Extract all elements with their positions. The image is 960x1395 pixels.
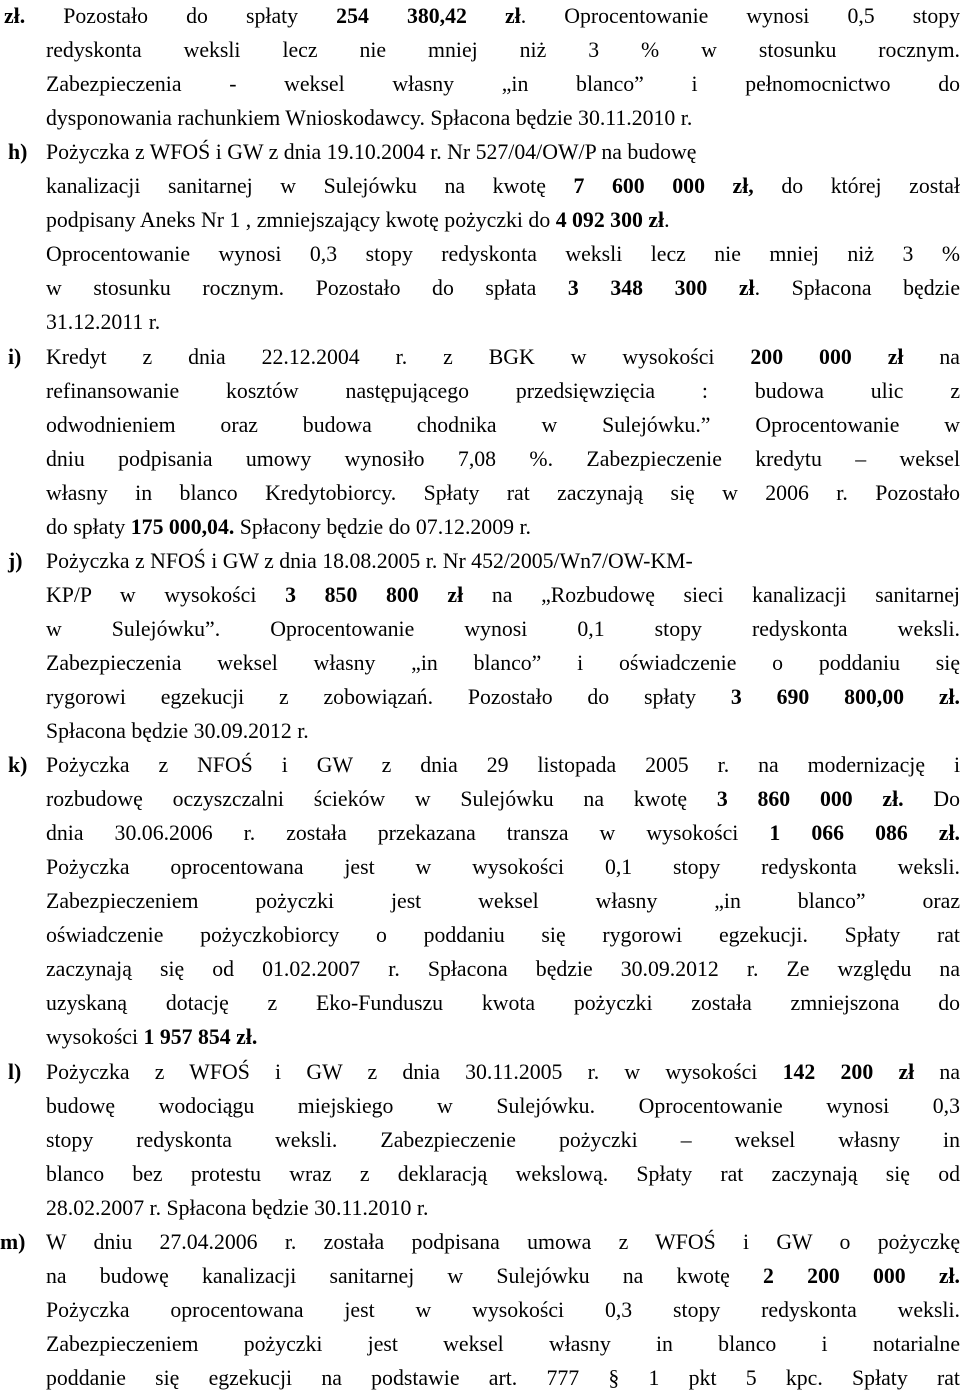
list-marker: l) (8, 1060, 22, 1084)
text-segment: Oprocentowanie wynosi 0,3 stopy redyskonta weksli lecz nie mniej niż 3 % (46, 242, 960, 266)
text-segment: wysokości (46, 1025, 144, 1049)
text-segment: na (903, 345, 960, 369)
text-line (46, 237, 960, 271)
bold-amount: 254 380,42 zł (336, 4, 521, 28)
text-line (46, 1089, 960, 1123)
text-segment: dnia 30.06.2006 r. została przekazana transza w wysokości (46, 821, 770, 845)
text-line (46, 918, 960, 952)
text-segment: Zabezpieczeniem pożyczki jest weksel własny „in blanco” oraz (46, 889, 960, 913)
text-segment: w Sulejówku”. Oprocentowanie wynosi 0,1 stopy redyskonta weksli. (46, 617, 960, 641)
bold-amount: 3 860 000 zł. (716, 787, 904, 811)
text-segment: rozbudowę oczyszczalni ścieków w Sulejówku na kwotę (46, 787, 717, 811)
text-segment: odwodnieniem oraz budowa chodnika w Sulejówku.” Oprocentowanie w (46, 413, 960, 437)
bold-amount: 1 066 086 zł. (769, 821, 960, 845)
list-item-first-line (46, 340, 960, 374)
text-segment: własny in blanco Kredytobiorcy. Spłaty rat zaczynają się w 2006 r. Pozostało (46, 481, 960, 505)
text-segment: Pożyczka z NFOŚ i GW z dnia 29 listopada 2005 r. na modernizację i (46, 753, 960, 777)
text-segment: Zabezpieczenia - weksel własny „in blanco” i pełnomocnictwo do (46, 72, 960, 96)
text-line (46, 714, 960, 748)
text-segment: KP/P w wysokości (46, 583, 286, 607)
text-line (46, 1361, 960, 1395)
text-segment: na (914, 1060, 960, 1084)
text-line (46, 101, 960, 135)
text-segment: Spłacona będzie 30.09.2012 r. (46, 719, 309, 743)
list-item-first-line (46, 1225, 960, 1259)
text-segment: na budowę kanalizacji sanitarnej w Sulejówku na kwotę (46, 1264, 763, 1288)
text-segment: dniu podpisania umowy wynosiło 7,08 %. Zabezpieczenie kredytu – weksel (46, 447, 960, 471)
text-line (46, 374, 960, 408)
text-segment: do której został (753, 174, 960, 198)
text-segment: kanalizacji sanitarnej w Sulejówku na kwotę (46, 174, 574, 198)
list-item-first-line (46, 1055, 960, 1089)
text-line (46, 680, 960, 714)
text-line (46, 850, 960, 884)
bold-amount: 3 348 300 zł (567, 276, 755, 300)
text-segment: oświadczenie pożyczkobiorcy o poddaniu się rygorowi egzekucji. Spłaty rat (46, 923, 960, 947)
text-segment: w stosunku rocznym. Pozostało do spłata (46, 276, 568, 300)
text-segment: Pozostało do spłaty (25, 4, 337, 28)
text-line (46, 169, 960, 203)
text-line (46, 408, 960, 442)
text-segment: do spłaty (46, 515, 131, 539)
bold-amount: zł. (4, 4, 26, 28)
bold-amount: 1 957 854 zł. (143, 1025, 258, 1049)
text-line (46, 442, 960, 476)
text-line (46, 1157, 960, 1191)
list-item-first-line (46, 748, 960, 782)
list-marker: k) (8, 753, 28, 777)
text-segment: . Spłacona będzie (754, 276, 960, 300)
text-line (46, 271, 960, 305)
text-line (46, 1259, 960, 1293)
text-segment: poddanie się egzekucji na podstawie art. 777 § 1 pkt 5 kpc. Spłaty rat (46, 1366, 960, 1390)
text-segment: stopy redyskonta weksli. Zabezpieczenie pożyczki – weksel własny in (46, 1128, 960, 1152)
text-line (46, 1191, 960, 1225)
text-line (46, 986, 960, 1020)
text-segment: rygorowi egzekucji z zobowiązań. Pozostało do spłaty (46, 685, 731, 709)
text-line (46, 612, 960, 646)
list-marker: m) (0, 1230, 26, 1254)
text-line (46, 510, 960, 544)
text-segment: Zabezpieczenia weksel własny „in blanco” i oświadczenie o poddaniu się (46, 651, 960, 675)
text-line (46, 305, 960, 339)
bold-amount: 3 690 800,00 zł. (730, 685, 960, 709)
text-line (46, 1327, 960, 1361)
text-segment: dysponowania rachunkiem Wnioskodawcy. Spłacona będzie 30.11.2010 r. (46, 106, 693, 130)
text-line (4, 0, 960, 33)
list-marker: i) (8, 345, 22, 369)
text-segment: budowę wodociągu miejskiego w Sulejówku. Oprocentowanie wynosi 0,3 (46, 1094, 960, 1118)
text-segment: refinansowanie kosztów następującego przedsięwzięcia : budowa ulic z (46, 379, 960, 403)
text-line (46, 578, 960, 612)
bold-amount: 2 200 000 zł. (762, 1264, 960, 1288)
text-line (46, 782, 960, 816)
text-segment: redyskonta weksli lecz nie mniej niż 3 % w stosunku rocznym. (46, 38, 960, 62)
bold-amount: 142 200 zł (782, 1060, 915, 1084)
bold-amount: 4 092 300 zł (555, 208, 665, 232)
text-segment: W dniu 27.04.2006 r. została podpisana umowa z WFOŚ i GW o pożyczkę (46, 1230, 960, 1254)
text-segment: 31.12.2011 r. (46, 310, 161, 334)
text-segment: zaczynają się od 01.02.2007 r. Spłacona będzie 30.09.2012 r. Ze względu na (46, 957, 960, 981)
text-segment: blanco bez protestu wraz z deklaracją wekslową. Spłaty rat zaczynają się od (46, 1162, 960, 1186)
text-line (46, 203, 960, 237)
bold-amount: 7 600 000 zł, (573, 174, 754, 198)
list-marker: j) (8, 549, 23, 573)
text-segment: Pożyczka z WFOŚ i GW z dnia 19.10.2004 r. Nr 527/04/OW/P na budowę (46, 140, 697, 164)
bold-amount: 200 000 zł (750, 345, 904, 369)
text-segment: . Oprocentowanie wynosi 0,5 stopy (520, 4, 960, 28)
text-segment: . (664, 208, 670, 232)
text-line (46, 884, 960, 918)
text-line (46, 816, 960, 850)
text-line (46, 67, 960, 101)
text-line (46, 1020, 960, 1054)
text-line (46, 646, 960, 680)
bold-amount: 3 850 800 zł (285, 583, 464, 607)
text-line (46, 33, 960, 67)
text-segment: Spłacony będzie do 07.12.2009 r. (234, 515, 531, 539)
text-line (46, 1123, 960, 1157)
text-segment: uzyskaną dotację z Eko-Funduszu kwota pożyczki została zmniejszona do (46, 991, 960, 1015)
text-segment: Pożyczka oprocentowana jest w wysokości 0,3 stopy redyskonta weksli. (46, 1298, 960, 1322)
text-segment: Pożyczka oprocentowana jest w wysokości 0,1 stopy redyskonta weksli. (46, 855, 960, 879)
list-item-first-line (46, 544, 960, 578)
text-segment: na „Rozbudowę sieci kanalizacji sanitarnej (463, 583, 960, 607)
text-segment: Pożyczka z NFOŚ i GW z dnia 18.08.2005 r. Nr 452/2005/Wn7/OW-KM- (46, 549, 693, 573)
text-line (46, 476, 960, 510)
list-marker: h) (8, 140, 28, 164)
text-segment: podpisany Aneks Nr 1 , zmniejszający kwotę pożyczki do (46, 208, 556, 232)
list-item-first-line (46, 135, 960, 169)
text-line (46, 1293, 960, 1327)
text-segment: Kredyt z dnia 22.12.2004 r. z BGK w wysokości (46, 345, 751, 369)
bold-amount: 175 000,04. (130, 515, 235, 539)
text-segment: Pożyczka z WFOŚ i GW z dnia 30.11.2005 r. w wysokości (46, 1060, 783, 1084)
text-line (46, 952, 960, 986)
text-segment: Zabezpieczeniem pożyczki jest weksel własny in blanco i notarialne (46, 1332, 960, 1356)
text-segment: Do (903, 787, 960, 811)
text-segment: 28.02.2007 r. Spłacona będzie 30.11.2010 r. (46, 1196, 429, 1220)
